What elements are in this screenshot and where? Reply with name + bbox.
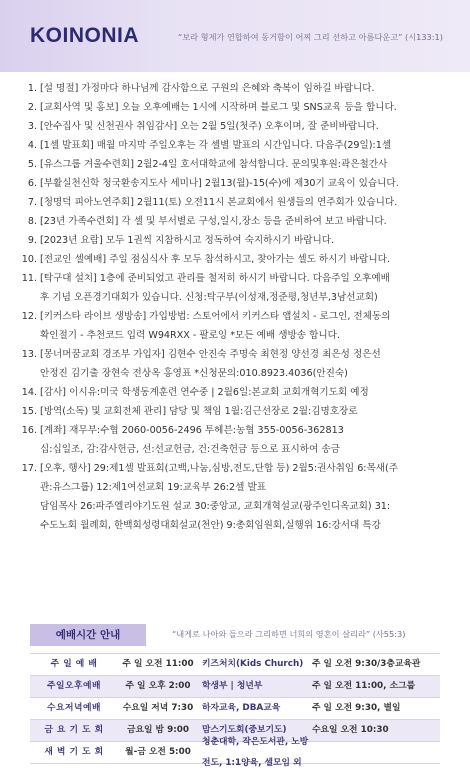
announcement-text: [1셀 발표회] 매월 마지막 주일오후는 각 셀별 발표의 시간입니다. 다음주(29일):1셀: [40, 140, 392, 151]
announcement-number: 17.: [21, 463, 37, 474]
announcement-text: [교회사역 및 홍보] 오늘 오후예배는 1시에 시작하며 블로그 및 SNS교육 등을 합니다.: [40, 102, 397, 113]
schedule-title: 예배시간 안내: [30, 624, 146, 646]
announcement-number: 14.: [21, 387, 37, 398]
announcement-item: [17, 136, 455, 155]
service-name: 주 일 예 배: [50, 659, 98, 669]
announcement-item: [17, 98, 455, 117]
announcement-item: [17, 79, 455, 98]
program-time: 주 일 오전 9:30/3층교육관: [312, 659, 421, 669]
header-verse: “보라 형제가 연합하여 동거함이 어찌 그리 선하고 아름다운고” (시133:1): [178, 32, 443, 42]
announcement-number: 12.: [21, 311, 37, 322]
program-time: 주 일 오전 9:30, 별일: [312, 703, 401, 713]
announcement-text: [전교인 셀예배] 주일 점심식사 후 모두 참석하시고, 찾아가는 셀도 하시기 바랍니다.: [40, 254, 390, 265]
program-name: 맘스기도회(중보기도): [202, 725, 287, 735]
announcement-text: [키커스타 라이브 생방송] 가입방법: 스토어에서 키커스타 앱설치 - 로그인, 전체동의 확인절기 - 추천코드 입력 W94RXX - 팔로잉 *모든 예배 생방송 합니다.: [40, 311, 391, 341]
service-time: 주 일 오전 11:00: [122, 659, 194, 669]
service-time: 금요일 밤 9:00: [127, 725, 189, 735]
service-name: 새 벽 기 도 회: [44, 747, 104, 757]
announcement-item: [17, 117, 455, 136]
announcement-text: [몽너머꿈교회 경조부 가입자] 김현수 안진숙 주명숙 최현정 양선경 최은성 정은선 안정진 김기출 장현숙 전상옥 홍영표 *신청문의:010.8923.4036(안진숙): [40, 349, 381, 379]
service-name: 주일오후예배: [47, 681, 101, 691]
announcement-number: 1.: [27, 83, 37, 94]
announcement-item: [17, 459, 455, 535]
program-name: 키즈처치(Kids Church): [202, 659, 304, 669]
announcement-item: [17, 250, 455, 269]
announcement-item: [17, 212, 455, 231]
announcement-number: 9.: [27, 235, 37, 246]
schedule-verse: “내게로 나아와 들으라 그리하면 너희의 영혼이 살리라” (사55:3): [172, 629, 406, 639]
announcement-item: [17, 402, 455, 421]
announcement-list: [17, 79, 455, 535]
announcement-number: 13.: [21, 349, 37, 360]
program-name: 학생부 | 청년부: [202, 681, 263, 691]
announcement-text: [유스그룹 겨울수련회] 2월2-4일 호서대학교에 참석합니다. 문의및후원:곽은철간사: [40, 159, 388, 170]
announcement-number: 8.: [27, 216, 37, 227]
announcement-text: [감사] 이시유:미국 학생동계훈련 연수중 | 2월6일:본교회 교회개혁기도회 예정: [40, 387, 369, 398]
announcement-item: [17, 421, 455, 459]
announcement-text: [방역(소독) 및 교회전체 관리] 담당 및 책임 1월:김근선장로 2월:김명호장로: [40, 406, 358, 417]
service-time: 월-금 오전 5:00: [125, 747, 191, 757]
announcement-text: [청명덕 피아노연주회] 2월11(토) 오전11시 본교회에서 원생들의 연주회가 있습니다.: [40, 197, 398, 208]
announcement-item: [17, 383, 455, 402]
announcement-number: 5.: [27, 159, 37, 170]
schedule-row: [30, 736, 440, 768]
announcement-number: 15.: [21, 406, 37, 417]
page-title: KOINONIA: [30, 24, 139, 47]
announcement-item: [17, 307, 455, 345]
program-time: 주 일 오전 11:00, 소그룹: [312, 681, 416, 691]
announcement-number: 7.: [27, 197, 37, 208]
announcement-number: 11.: [21, 273, 37, 284]
announcement-number: 10.: [21, 254, 37, 265]
program-name: 청춘대학, 작은도서관, 노방전도, 1:1양육, 셀모임 외: [202, 736, 309, 768]
announcement-text: [부활실천신학 청국환송지도사 세미나] 2월13(월)-15(수)에 제30기 교육이 있습니다.: [40, 178, 399, 189]
announcement-item: [17, 193, 455, 212]
announcement-text: [탁구대 설치] 1층에 준비되었고 관리를 철저히 하시기 바랍니다. 다음주일 오후예배 후 기념 오픈경기대회가 있습니다. 신청:탁구부(이성재,정준평,청년부,3남선교회): [40, 273, 390, 303]
announcement-text: [오후, 행사] 29:제1셀 발표회(고백,나눔,심방,전도,단합 등) 2월5:권사취임 6:목새(주 관:유스그룹) 12:제1여선교회 19:교육부 26:2셀 발표 담임목사 26:파주엘리야기도원 설교 30:중앙교, 교회개혁설교(광주인디옥교회) 31: 수도노회 월례회, 한백회성령대회설교(천안) 9:총회임원회,실행위 16:강서대 특강: [40, 463, 399, 531]
announcement-item: [17, 269, 455, 307]
announcement-item: [17, 231, 455, 250]
announcement-text: [안수집사 및 신천권사 취임감사] 오는 2월 5일(첫주) 오후이며, 잘 준비바랍니다.: [40, 121, 379, 132]
announcement-number: 4.: [27, 140, 37, 151]
announcement-text: [계좌] 재무부:수협 2060-0056-2496 투헤븐:농협 355-0056-362813 십:십일조, 감:감사헌금, 선:선교헌금, 건:건축헌금 등으로 표시하여 송금: [40, 425, 344, 455]
announcement-text: [2023년 요람] 모두 1권씩 지참하시고 정독하여 숙지하시기 바랍니다.: [40, 235, 335, 246]
announcement-item: [17, 155, 455, 174]
announcement-number: 2.: [27, 102, 37, 113]
program-name: 하자교육, DBA교육: [202, 703, 281, 713]
service-name: 금 요 기 도 회: [44, 725, 104, 735]
program-time: 수요일 오전 10:30: [312, 725, 389, 735]
announcement-number: 6.: [27, 178, 37, 189]
service-time: 수요일 저녁 7:30: [122, 703, 194, 713]
schedule-row: [30, 697, 440, 719]
schedule-table: [30, 653, 440, 768]
announcement-item: [17, 174, 455, 193]
service-name: 수요저녁예배: [47, 703, 101, 713]
service-time: 주 일 오후 2:00: [125, 681, 191, 691]
announcement-item: [17, 345, 455, 383]
header: [0, 0, 470, 72]
announcement-text: [설 명절] 가정마다 하나님께 감사함으로 구원의 은혜와 축복이 임하길 바랍니다.: [40, 83, 375, 94]
announcement-number: 16.: [21, 425, 37, 436]
schedule-row: [30, 653, 440, 675]
announcement-number: 3.: [27, 121, 37, 132]
schedule-row: [30, 675, 440, 697]
announcement-text: [23년 가족수련회] 각 셀 및 부서별로 구성,일시,장소 등을 준비하여 보고 바랍니다.: [40, 216, 387, 227]
